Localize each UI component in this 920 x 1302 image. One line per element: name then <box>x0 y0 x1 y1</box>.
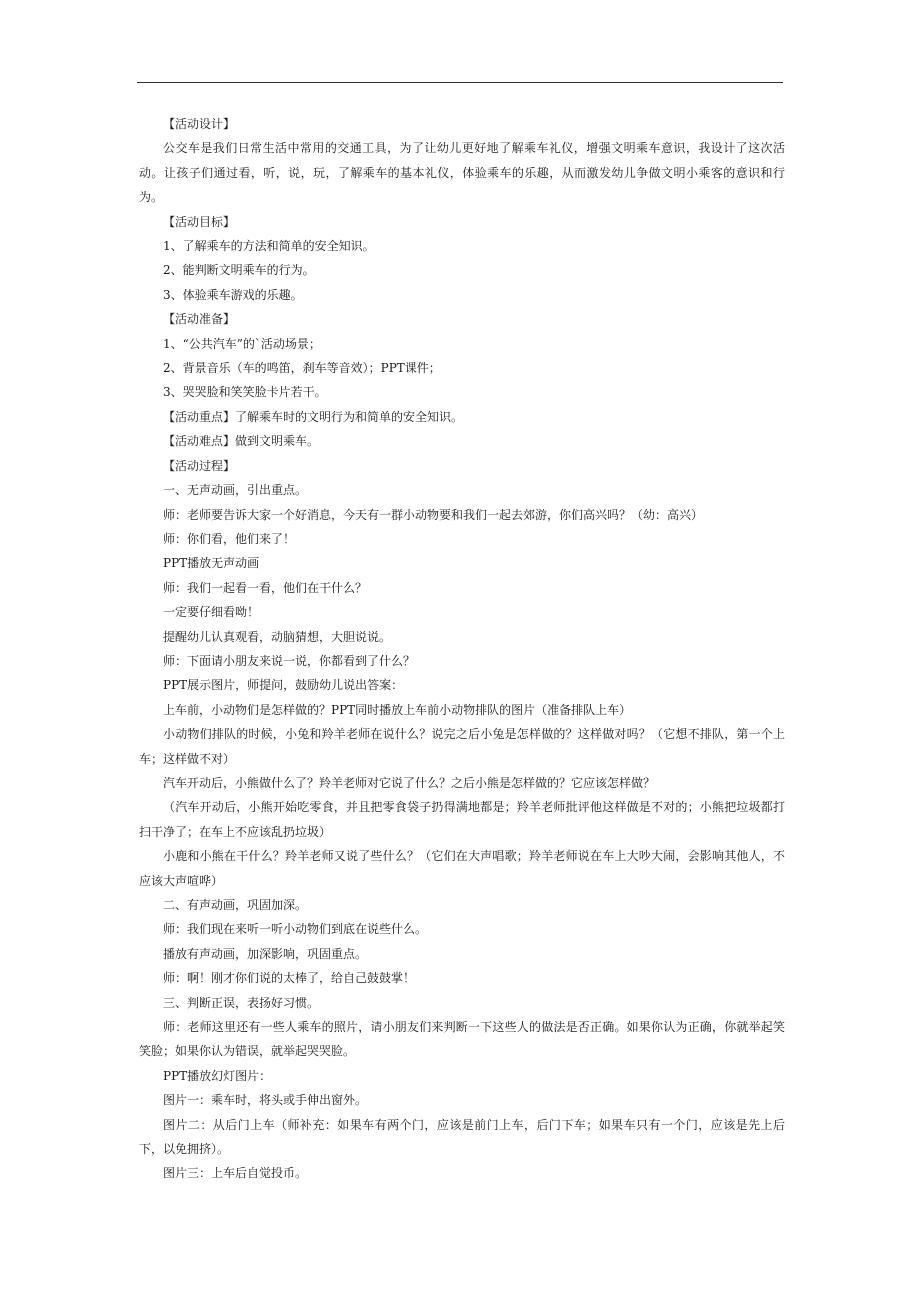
process-line: 师：我们一起看一看，他们在干什么？ <box>163 580 368 595</box>
process-line: （汽车开动后，小熊开始吃零食，并且把零食袋子扔得满地都是；羚羊老师批评他这样做是不对的；小熊把垃圾都打扫干净了；在车上不应该乱扔垃圾） <box>139 800 785 839</box>
process-line: 播放有声动画，加深影响，巩固重点。 <box>163 946 368 961</box>
picture-item-1: 图片一：乘车时，将头或手伸出窗外。 <box>163 1093 368 1108</box>
goal-item-1: 1、了解乘车的方法和简单的安全知识。 <box>163 239 375 254</box>
paragraph-design-text: 公交车是我们日常生活中常用的交通工具，为了让幼儿更好地了解乘车礼仪，增强文明乘车意识，我设计了这次活动。让孩子们通过看，听，说，玩，了解乘车的基本礼仪，体验乘车的乐趣，从而激发幼儿争做文明小乘客的意识和行为。 <box>139 141 785 205</box>
process-line: 一定要仔细看呦！ <box>163 605 260 620</box>
process-section-1: 一、无声动画，引出重点。 <box>163 483 308 498</box>
process-line: 汽车开动后，小熊做什么了？羚羊老师对它说了什么？之后小熊是怎样做的？它应该怎样做？ <box>163 775 656 790</box>
heading-activity-process: 【活动过程】 <box>163 458 236 473</box>
goal-item-2: 2、能判断文明乘车的行为。 <box>163 263 315 278</box>
process-line: 小鹿和小熊在干什么？羚羊老师又说了些什么？（它们在大声唱歌；羚羊老师说在车上大吵大闹，会影响其他人，不应该大声喧哗） <box>139 849 785 888</box>
process-line: 小动物们排队的时候，小兔和羚羊老师在说什么？说完之后小兔是怎样做的？这样做对吗？（它想不排队，第一个上车；这样做不对） <box>139 727 785 766</box>
activity-difficulty: 【活动难点】做到文明乘车。 <box>163 434 320 449</box>
preparation-item-1: 1、“公共汽车”的`活动场景； <box>163 336 321 351</box>
process-line: 师：我们现在来听一听小动物们到底在说些什么。 <box>163 922 428 937</box>
preparation-item-3: 3、哭哭脸和笑笑脸卡片若干。 <box>163 385 327 400</box>
picture-item-3: 图片三：上车后自觉投币。 <box>163 1166 308 1181</box>
heading-activity-design: 【活动设计】 <box>163 117 236 131</box>
heading-activity-preparation: 【活动准备】 <box>163 312 236 327</box>
process-line: PPT播放无声动画 <box>163 556 260 571</box>
preparation-item-2: 2、背景音乐（车的鸣笛，刹车等音效）；PPT课件； <box>163 361 441 376</box>
document-body <box>139 112 785 1186</box>
process-line: 上车前，小动物们是怎样做的？PPT同时播放上车前小动物排队的图片（准备排队上车） <box>163 702 632 717</box>
process-section-2: 二、有声动画，巩固加深。 <box>163 898 308 912</box>
goal-item-3: 3、体验乘车游戏的乐趣。 <box>163 287 303 302</box>
process-line: 师：老师要告诉大家一个好消息，今天有一群小动物要和我们一起去郊游，你们高兴吗？（幼：高兴） <box>163 507 704 522</box>
process-line: PPT播放幻灯图片： <box>163 1068 272 1083</box>
header-rule <box>137 82 783 83</box>
process-line: 师：你们看，他们来了！ <box>163 531 296 546</box>
process-line: 提醒幼儿认真观看，动脑猜想，大胆说说。 <box>163 629 392 644</box>
process-line: 师：老师这里还有一些人乘车的照片，请小朋友们来判断一下这些人的做法是否正确。如果你认为正确，你就举起笑笑脸；如果你认为错误，就举起哭哭脸。 <box>139 1020 785 1059</box>
picture-item-2: 图片二：从后门上车（师补充：如果车有两个门，应该是前门上车，后门下车；如果车只有一个门，应该是先上后下，以免拥挤）。 <box>139 1117 785 1157</box>
activity-key-point: 【活动重点】了解乘车时的文明行为和简单的安全知识。 <box>163 409 464 424</box>
process-line: PPT展示图片，师提问，鼓励幼儿说出答案： <box>163 678 404 693</box>
process-line: 师：下面请小朋友来说一说，你都看到了什么？ <box>163 653 416 668</box>
heading-activity-goals: 【活动目标】 <box>163 214 236 229</box>
process-section-3: 三、判断正误，表扬好习惯。 <box>163 995 320 1010</box>
process-line: 师：啊！刚才你们说的太棒了，给自己鼓鼓掌！ <box>163 971 416 986</box>
